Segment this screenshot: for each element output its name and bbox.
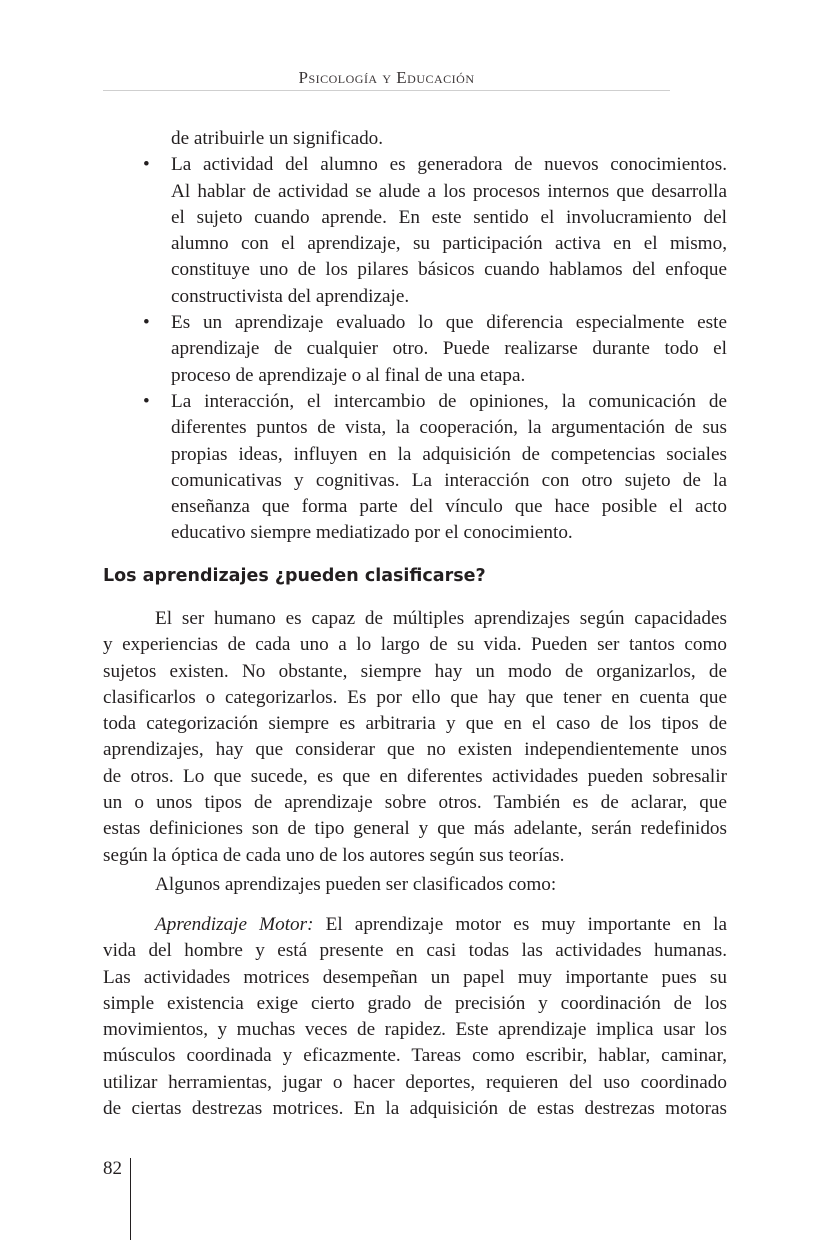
text-line: Algunos aprendizajes pueden ser clasificados como:: [155, 874, 557, 895]
text-line: movimientos, y muchas veces de rapidez. Este aprendizaje implica usar los: [103, 1019, 727, 1041]
text-line: vida del hombre y está presente en casi todas las actividades humanas.: [103, 940, 727, 962]
text-line: simple existencia exige cierto grado de precisión y coordinación de los: [103, 992, 727, 1014]
page-number: 82: [103, 1158, 122, 1179]
text-line: utilizar herramientas, jugar o hacer deportes, requieren del uso coordinado: [103, 1071, 727, 1093]
bullet-icon: •: [143, 312, 150, 334]
text-line: de ciertas destrezas motrices. En la adquisición de estas destrezas motoras: [103, 1098, 727, 1120]
text-line: sujetos existen. No obstante, siempre hay un modo de organizarlos, de: [103, 660, 727, 682]
text-line: clasificarlos o categorizarlos. Es por ello que hay que tener en cuenta que: [103, 686, 727, 708]
bullet-item: [103, 310, 727, 389]
paragraph-intro-list: [103, 872, 727, 898]
text-line: músculos coordinada y eficazmente. Tareas como escribir, hablar, caminar,: [103, 1045, 727, 1067]
text-line: alumno con el aprendizaje, su participación activa en el mismo,: [171, 233, 727, 255]
bullet-list-section: [103, 126, 727, 547]
text-line: estas definiciones son de tipo general y que más adelante, serán redefinidos: [103, 818, 727, 840]
text-run: El aprendizaje motor es muy importante en la: [313, 914, 727, 935]
paragraph-classification: [103, 606, 727, 869]
text-line: La actividad del alumno es generadora de nuevos conocimientos.: [171, 154, 727, 176]
text-line: aprendizajes, hay que considerar que no existen independientemente unos: [103, 739, 727, 761]
paragraph-motor-learning: [103, 912, 727, 1122]
text-line: El ser humano es capaz de múltiples aprendizajes según capacidades: [155, 608, 727, 629]
bullet-icon: •: [143, 154, 150, 176]
term-label: Aprendizaje Motor:: [155, 914, 314, 935]
text-line: diferentes puntos de vista, la cooperación, la argumentación de sus: [171, 417, 727, 439]
text-line: de otros. Lo que sucede, es que en diferentes actividades pueden sobresalir: [103, 765, 727, 787]
text-line: comunicativas y cognitivas. La interacción con otro sujeto de la: [171, 469, 727, 491]
text-line: constituye uno de los pilares básicos cuando hablamos del enfoque: [171, 259, 727, 281]
text-line: propias ideas, influyen en la adquisición de competencias sociales: [171, 443, 727, 465]
text-line: de atribuirle un significado.: [171, 128, 384, 149]
running-header: Psicología y Educación: [298, 68, 475, 87]
text-line: Las actividades motrices desempeñan un papel muy importante pues su: [103, 966, 727, 988]
bullet-item: [103, 389, 727, 547]
header-divider: [103, 90, 670, 91]
text-line: un o unos tipos de aprendizaje sobre otros. También es de aclarar, que: [103, 792, 727, 814]
text-line: enseñanza que forma parte del vínculo que hace posible el acto: [171, 496, 727, 518]
text-line: Es un aprendizaje evaluado lo que diferencia especialmente este: [171, 312, 727, 334]
text-line: constructivista del aprendizaje.: [171, 285, 410, 307]
text-line: La interacción, el intercambio de opiniones, la comunicación de: [171, 390, 727, 412]
text-line: Al hablar de actividad se alude a los procesos internos que desarrolla: [171, 180, 727, 202]
text-line: y experiencias de cada uno a lo largo de su vida. Pueden ser tantos como: [103, 634, 727, 656]
text-line: según la óptica de cada uno de los autores según sus teorías.: [103, 844, 565, 866]
text-line: [103, 912, 727, 938]
text-line: el sujeto cuando aprende. En este sentido el involucramiento del: [171, 206, 727, 228]
section-heading: Los aprendizajes ¿pueden clasificarse?: [103, 566, 486, 586]
text-line: educativo siempre mediatizado por el conocimiento.: [171, 522, 573, 544]
footer-rule: [130, 1158, 131, 1240]
bullet-item: [103, 152, 727, 310]
text-line: proceso de aprendizaje o al final de una etapa.: [171, 364, 526, 386]
text-line: toda categorización siempre es arbitraria y que en el caso de los tipos de: [103, 713, 727, 735]
text-line: aprendizaje de cualquier otro. Puede realizarse durante todo el: [171, 338, 727, 360]
bullet-icon: •: [143, 390, 150, 412]
